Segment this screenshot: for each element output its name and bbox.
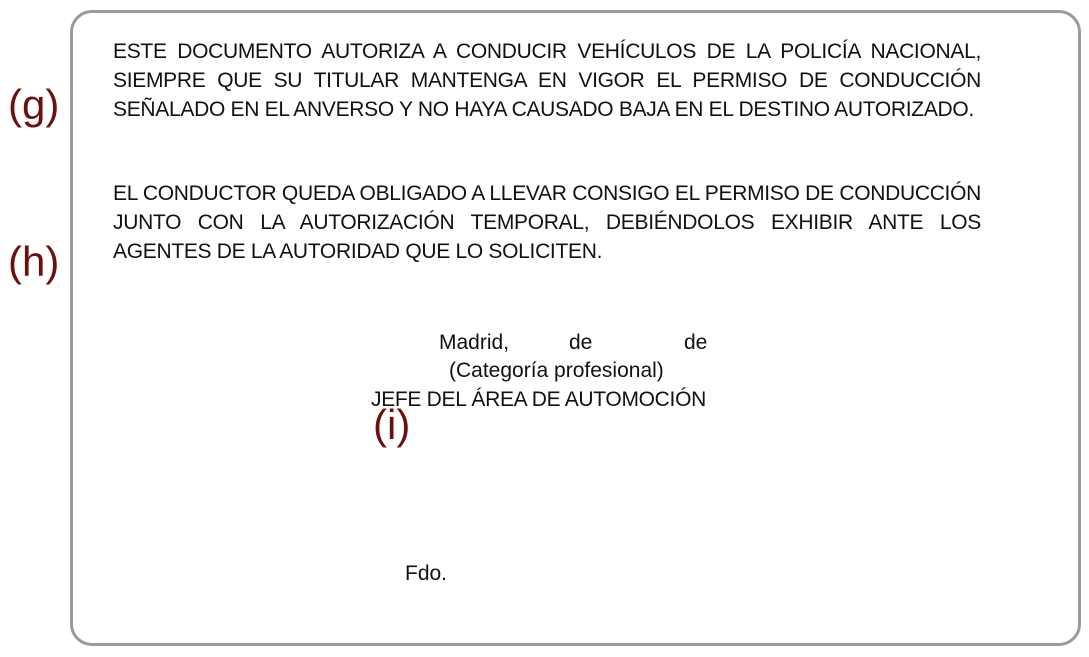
paragraph-authorization: ESTE DOCUMENTO AUTORIZA A CONDUCIR VEHÍCULOS DE LA POLICÍA NACIONAL, SIEMPRE QUE SU TITULAR MANTENGA EN VIGOR EL PERMISO DE CONDUCCIÓN SEÑALADO EN EL ANVERSO Y NO HAYA CAUSADO BAJA EN EL DESTINO AUTORIZADO.	[113, 40, 981, 121]
signer-title: JEFE DEL ÁREA DE AUTOMOCIÓN	[371, 388, 706, 411]
date-de-2: de	[684, 331, 708, 354]
date-de-1: de	[569, 331, 593, 354]
paragraph-obligation: EL CONDUCTOR QUEDA OBLIGADO A LLEVAR CONSIGO EL PERMISO DE CONDUCCIÓN JUNTO CON LA AUTORIZACIÓN TEMPORAL, DEBIÉNDOLOS EXHIBIR ANTE LOS AGENTES DE LA AUTORIDAD QUE LO SOLICITEN.	[113, 182, 981, 263]
signed-label: Fdo.	[405, 562, 448, 585]
place-date-line	[439, 329, 707, 357]
document-card	[70, 10, 1081, 646]
city-text: Madrid,	[439, 331, 510, 354]
marker-g-label: (g)	[8, 81, 60, 128]
category-text: (Categoría profesional)	[449, 359, 664, 382]
marker-i-label: (i)	[373, 401, 411, 448]
marker-h-label: (h)	[8, 238, 60, 285]
